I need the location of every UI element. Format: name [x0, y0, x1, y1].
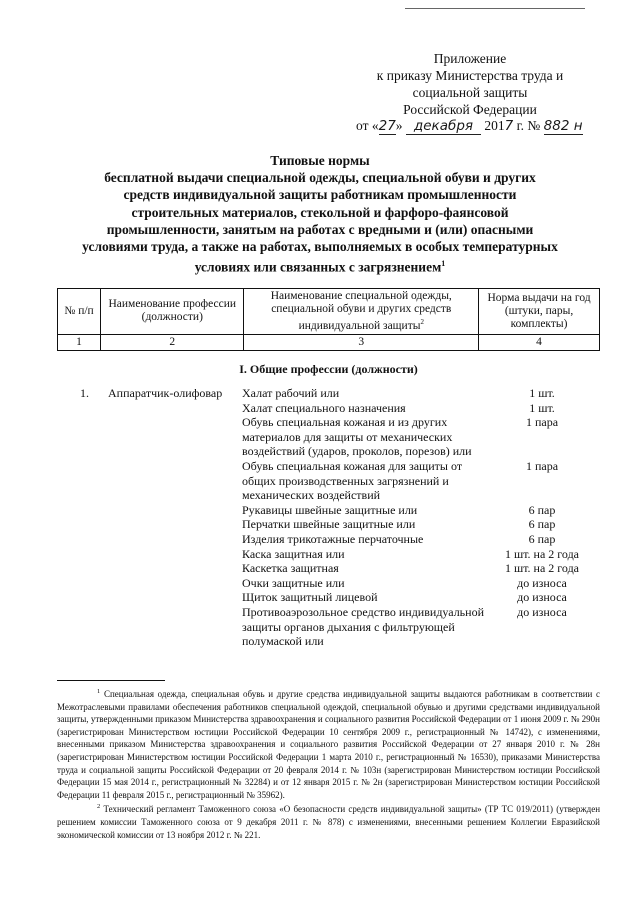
ppe-quantity: 1 шт. на 2 года	[504, 546, 580, 561]
header-norm: Норма выдачи на год (штуки, пары, комплекты)	[479, 289, 600, 335]
ppe-item	[242, 561, 602, 576]
year-prefix: 201	[484, 118, 505, 133]
ppe-list	[242, 386, 602, 649]
ppe-quantity: 1 пара	[525, 415, 559, 430]
handwritten-order-number: 882 н	[543, 118, 583, 134]
appendix-line: Приложение	[433, 51, 507, 66]
section-title: I. Общие профессии (должности)	[239, 362, 418, 376]
title-line: условиями труда, а также на работах, выполняемых в особых температурных	[82, 239, 558, 255]
year-label: г. №	[516, 118, 541, 133]
footnote-mark: 2	[97, 803, 101, 811]
handwritten-day: 27	[378, 118, 396, 134]
ppe-quantity: 1 шт.	[529, 400, 555, 415]
header-num: № п/п	[58, 289, 101, 335]
ppe-name: Халат специального назначения	[242, 400, 406, 415]
column-number: 1	[58, 334, 101, 350]
footnote-text: Специальная одежда, специальная обувь и другие средства индивидуальной защиты выдаются работникам в соответствии с Межотраслевыми правилами обеспечения работников специальной одеждой, специальной обувью и другими средствами индивидуальной защиты, утвержденными приказом Министерства здравоохранения и социального развития Российской Федерации от 1 июня 2009 г. № 290н (зарегистрирован Министерством юстиции Российской Федерации 10 сентября 2009 г., регистрационный № 14742), с изменениями, внесенными приказом Министерства здравоохранения и социального развития Российской Федерации от 27 января 2010 г. № 28н (зарегистрирован Министерством юстиции Российской Федерации 1 марта 2010 г., регистрационный № 16530), приказами Министерства труда и социальной защиты Российской Федерации от 20 февраля 2014 г. № 103н (зарегистрирован Министерством юстиции Российской Федерации 15 мая 2014 г., регистрационный № 32284) и от 12 января 2015 г. № 2н (зарегистрирован Министерством юстиции Российской Федерации 11 февраля 2015 г., регистрационный № 35962).	[57, 689, 601, 800]
month-separator: »	[395, 118, 403, 133]
column-number: 3	[244, 334, 479, 350]
handwritten-month: декабря	[406, 118, 481, 135]
ppe-name: Противоаэрозольное средство индивидуальной защиты органов дыхания с фильтрующей полумаской или	[242, 604, 484, 649]
ppe-name: Халат рабочий или	[242, 386, 340, 400]
ppe-name: Щиток защитный лицевой	[242, 590, 378, 605]
document-title	[20, 152, 620, 276]
ppe-item	[242, 386, 602, 401]
header-ppe-text: Наименование специальной одежды, специальной обуви и других средств индивидуальной защиты	[270, 290, 452, 332]
header-profession: Наименование профессии (должности)	[101, 289, 244, 335]
ppe-item	[242, 547, 602, 562]
appendix-header	[345, 50, 595, 118]
header-ppe	[244, 289, 479, 335]
row-number: 1.	[80, 386, 89, 400]
title-line: средств индивидуальной защиты работникам промышленности	[123, 187, 517, 203]
footnote	[57, 801, 600, 841]
ppe-name: Рукавицы швейные защитные или	[242, 502, 418, 517]
ppe-quantity: до износа	[517, 590, 567, 605]
date-prefix: от «	[356, 118, 379, 133]
column-number-row	[58, 334, 600, 350]
title-line	[20, 255, 620, 276]
ppe-quantity: 1 шт. на 2 года	[504, 561, 580, 576]
ppe-item	[242, 590, 602, 605]
profession-name: Аппаратчик-олифовар	[108, 386, 223, 400]
ppe-quantity: 6 пар	[528, 502, 556, 517]
ppe-name: Обувь специальная кожаная и из других материалов для защиты от механических воздействий (ударов, проколов, порезов) или	[242, 415, 472, 459]
ppe-name: Каска защитная или	[242, 546, 345, 561]
ppe-item	[242, 401, 602, 416]
appendix-line: Российской Федерации	[403, 102, 537, 117]
handwritten-year: 7	[504, 118, 514, 134]
ppe-name: Очки защитные или	[242, 575, 345, 590]
appendix-line: к приказу Министерства труда и	[376, 68, 564, 83]
ppe-name: Обувь специальная кожаная для защиты от общих производственных загрязнений и механических воздействий	[242, 458, 463, 503]
ppe-quantity: 6 пар	[528, 517, 556, 532]
title-line: Типовые нормы	[270, 153, 370, 168]
ppe-item	[242, 605, 602, 649]
column-number: 2	[101, 334, 244, 350]
ppe-name: Перчатки швейные защитные или	[242, 517, 416, 532]
ppe-name: Каскетка защитная	[242, 561, 339, 576]
ppe-quantity: до износа	[517, 575, 567, 590]
footnote	[57, 686, 600, 801]
ppe-item	[242, 415, 602, 459]
title-line-text: условиях или связанных с загрязнением	[194, 259, 442, 275]
title-line: промышленности, занятым на работах с вредными и (или) опасными	[106, 221, 534, 237]
ppe-item	[242, 459, 602, 503]
title-line: бесплатной выдачи специальной одежды, специальной обуви и других	[104, 170, 536, 186]
ppe-item	[242, 503, 602, 518]
appendix-line: социальной защиты	[412, 85, 528, 100]
ppe-item	[242, 532, 602, 547]
ppe-quantity: до износа	[517, 604, 567, 619]
header-row	[58, 289, 600, 335]
order-date-line	[356, 118, 583, 134]
footnote-mark: 2	[420, 318, 424, 326]
footnote-separator	[57, 680, 165, 681]
ppe-quantity: 1 пара	[525, 458, 559, 473]
norms-table-header	[57, 288, 600, 351]
scan-line	[405, 8, 585, 9]
footnote-mark: 1	[97, 688, 101, 695]
footnote-text: Технический регламент Таможенного союза «О безопасности средств индивидуальной защиты» (ТР ТС 019/2011) (утвержден решением комиссии Таможенного союза от 9 декабря 2011 г. № 878) с изменениями, внесенными решением Коллегии Евразийской экономической комиссии от 13 ноября 2012 г. № 221.	[57, 804, 601, 840]
column-number: 4	[479, 334, 600, 350]
ppe-quantity: 1 шт.	[529, 386, 555, 400]
footnote-mark: 1	[441, 259, 446, 269]
ppe-quantity: 6 пар	[528, 531, 556, 546]
ppe-item	[242, 517, 602, 532]
ppe-item	[242, 576, 602, 591]
footnotes	[57, 686, 600, 841]
ppe-name: Изделия трикотажные перчаточные	[242, 531, 424, 546]
title-line: строительных материалов, стекольной и фарфоро-фаянсовой	[131, 204, 509, 220]
